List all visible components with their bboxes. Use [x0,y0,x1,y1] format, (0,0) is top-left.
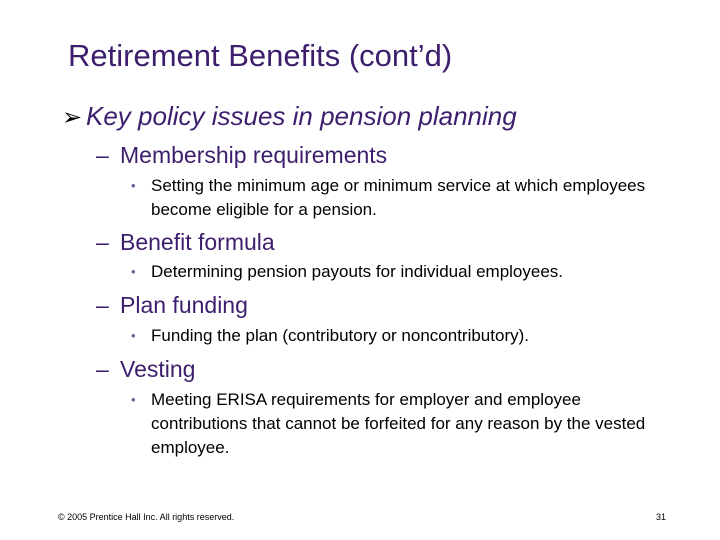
dot-bullet-icon: • [131,264,136,279]
section-vesting-detail [131,388,681,460]
section-detail: Funding the plan (contributory or noncontributory). [151,326,529,345]
dot-bullet-icon: • [131,392,136,407]
section-heading: Membership requirements [120,142,388,168]
dash-icon: – [96,142,109,168]
main-bullet [62,101,517,132]
main-bullet-text: Key policy issues in pension planning [86,101,517,131]
page-number: 31 [655,512,666,522]
section-heading: Plan funding [120,292,248,318]
section-detail: Meeting ERISA requirements for employer and employee contributions that cannot be forfeited for any reason by the vested employee. [151,390,646,457]
section-heading: Vesting [120,356,196,382]
section-plan-funding-detail [131,324,681,348]
section-membership [96,142,387,169]
section-benefit-formula [96,229,275,256]
section-benefit-formula-detail [131,260,681,284]
section-detail: Determining pension payouts for individual employees. [151,262,564,281]
dot-bullet-icon: • [131,178,136,193]
section-heading: Benefit formula [120,229,275,255]
section-plan-funding [96,292,248,319]
footer-copyright: © 2005 Prentice Hall Inc. All rights reserved. [58,512,235,522]
section-vesting [96,356,195,383]
dash-icon: – [96,356,109,382]
slide-title: Retirement Benefits (cont’d) [68,38,453,73]
dash-icon: – [96,292,109,318]
section-membership-detail [131,174,681,222]
dot-bullet-icon: • [131,328,136,343]
section-detail: Setting the minimum age or minimum service at which employees become eligible for a pension. [151,176,646,219]
dash-icon: – [96,229,109,255]
arrow-bullet-icon: ➢ [62,104,83,131]
